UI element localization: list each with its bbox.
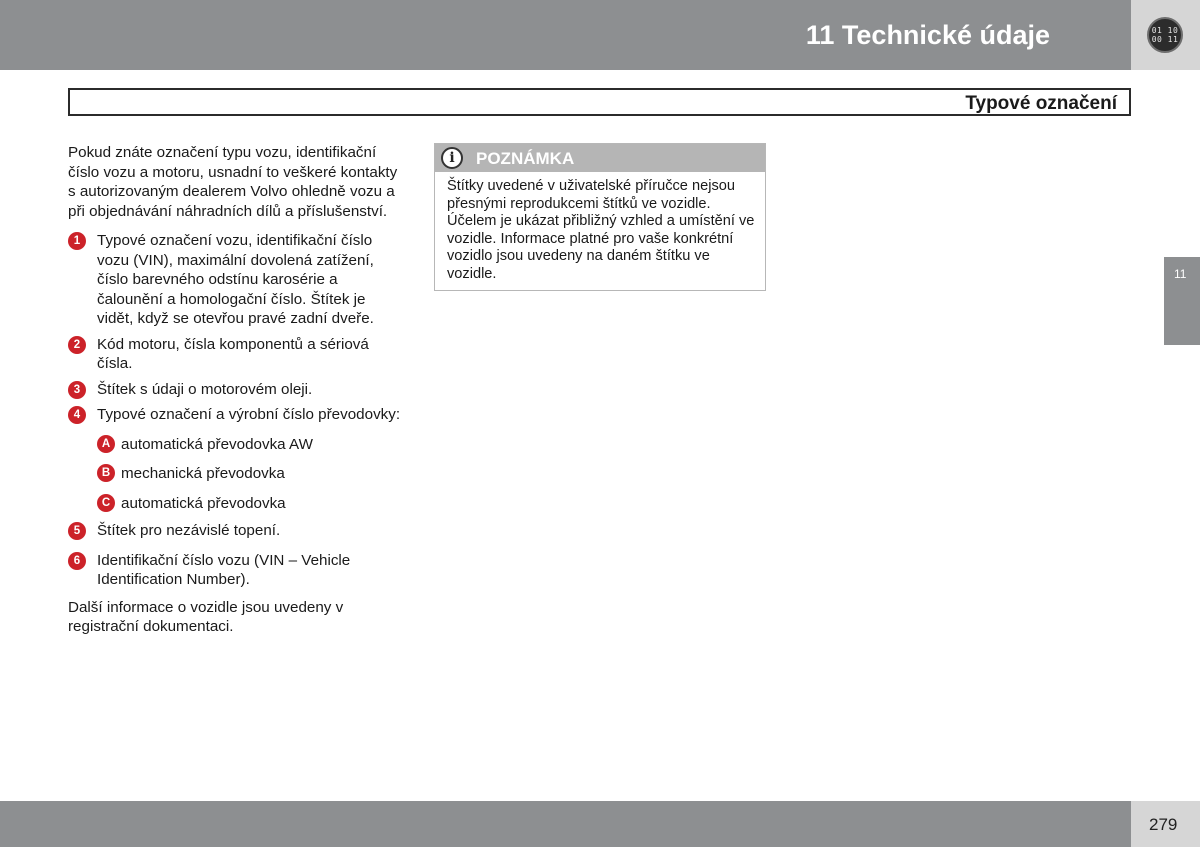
chapter-badge-icon	[1147, 17, 1183, 53]
number-marker-4: 4	[68, 406, 86, 424]
list-item-text: Štítek pro nezávislé topení.	[97, 522, 281, 539]
note-title: POZNÁMKA	[476, 149, 575, 168]
list-item	[68, 380, 403, 400]
list-item	[68, 231, 403, 329]
list-item	[68, 551, 403, 590]
chapter-icon-line-2: 00 11	[1151, 35, 1179, 44]
sub-list-item-text: automatická převodovka AW	[121, 435, 313, 453]
sub-list-item	[68, 435, 403, 455]
chapter-icon-line-1: 01 10	[1151, 26, 1179, 35]
side-tab-label: 11	[1174, 267, 1187, 281]
sub-list-item	[68, 464, 403, 484]
chapter-side-tab	[1164, 257, 1200, 345]
main-text-column	[68, 143, 403, 637]
chapter-title: 11 Technické údaje	[805, 20, 1050, 50]
section-title: Typové označení	[965, 93, 1117, 114]
list-item-text: Typové označení a výrobní číslo převodovky:	[97, 406, 401, 423]
sub-list-item-text: mechanická převodovka	[121, 465, 285, 482]
sub-list-item-text: automatická převodovka	[121, 494, 286, 512]
note-box	[434, 143, 766, 291]
page-number: 279	[1149, 815, 1178, 834]
number-marker-2: 2	[68, 336, 86, 354]
list-item	[68, 405, 403, 425]
number-marker-5: 5	[68, 522, 86, 540]
info-icon: i	[441, 147, 463, 169]
note-text: Štítky uvedené v uživatelské příručce nejsou přesnými reprodukcemi štítků ve vozidle. Účelem je ukázat přibližný vzhled a umístění ve vozidle. Informace platné pro vaše konkrétní vozidlo jsou uvedeny na daném štítku ve vozidle.	[447, 178, 755, 282]
letter-marker-a: A	[97, 435, 115, 453]
page-number-box	[1131, 801, 1200, 847]
letter-marker-c: C	[97, 494, 115, 512]
list-item	[68, 521, 403, 541]
outro-paragraph: Další informace o vozidle jsou uvedeny v registrační dokumentaci.	[68, 598, 344, 635]
note-header	[435, 144, 765, 172]
list-item-text: Kód motoru, čísla komponentů a sériová čísla.	[97, 335, 369, 372]
number-marker-3: 3	[68, 381, 86, 399]
letter-marker-b: B	[97, 464, 115, 482]
intro-paragraph: Pokud znáte označení typu vozu, identifikační číslo vozu a motoru, usnadní to veškeré kontakty s autorizovaným dealerem Volvo ohledně vozu a při objednávání náhradních dílů a příslušenství.	[68, 144, 398, 220]
footer-bar	[0, 801, 1131, 847]
header-bar	[0, 0, 1131, 70]
number-marker-1: 1	[68, 232, 86, 250]
list-item	[68, 335, 403, 374]
number-marker-6: 6	[68, 552, 86, 570]
section-heading-box	[68, 88, 1131, 116]
sub-list-item	[68, 494, 403, 514]
chapter-icon-box	[1131, 0, 1200, 70]
list-item-text: Typové označení vozu, identifikační číslo vozu (VIN), maximální dovolená zatížení, číslo barevného odstínu karosérie a čalounění a homologační číslo. Štítek je vidět, když se otevřou pravé zadní dveře.	[97, 232, 374, 327]
list-item-text: Identifikační číslo vozu (VIN – Vehicle Identification Number).	[97, 551, 351, 588]
list-item-text: Štítek s údaji o motorovém oleji.	[97, 380, 313, 398]
